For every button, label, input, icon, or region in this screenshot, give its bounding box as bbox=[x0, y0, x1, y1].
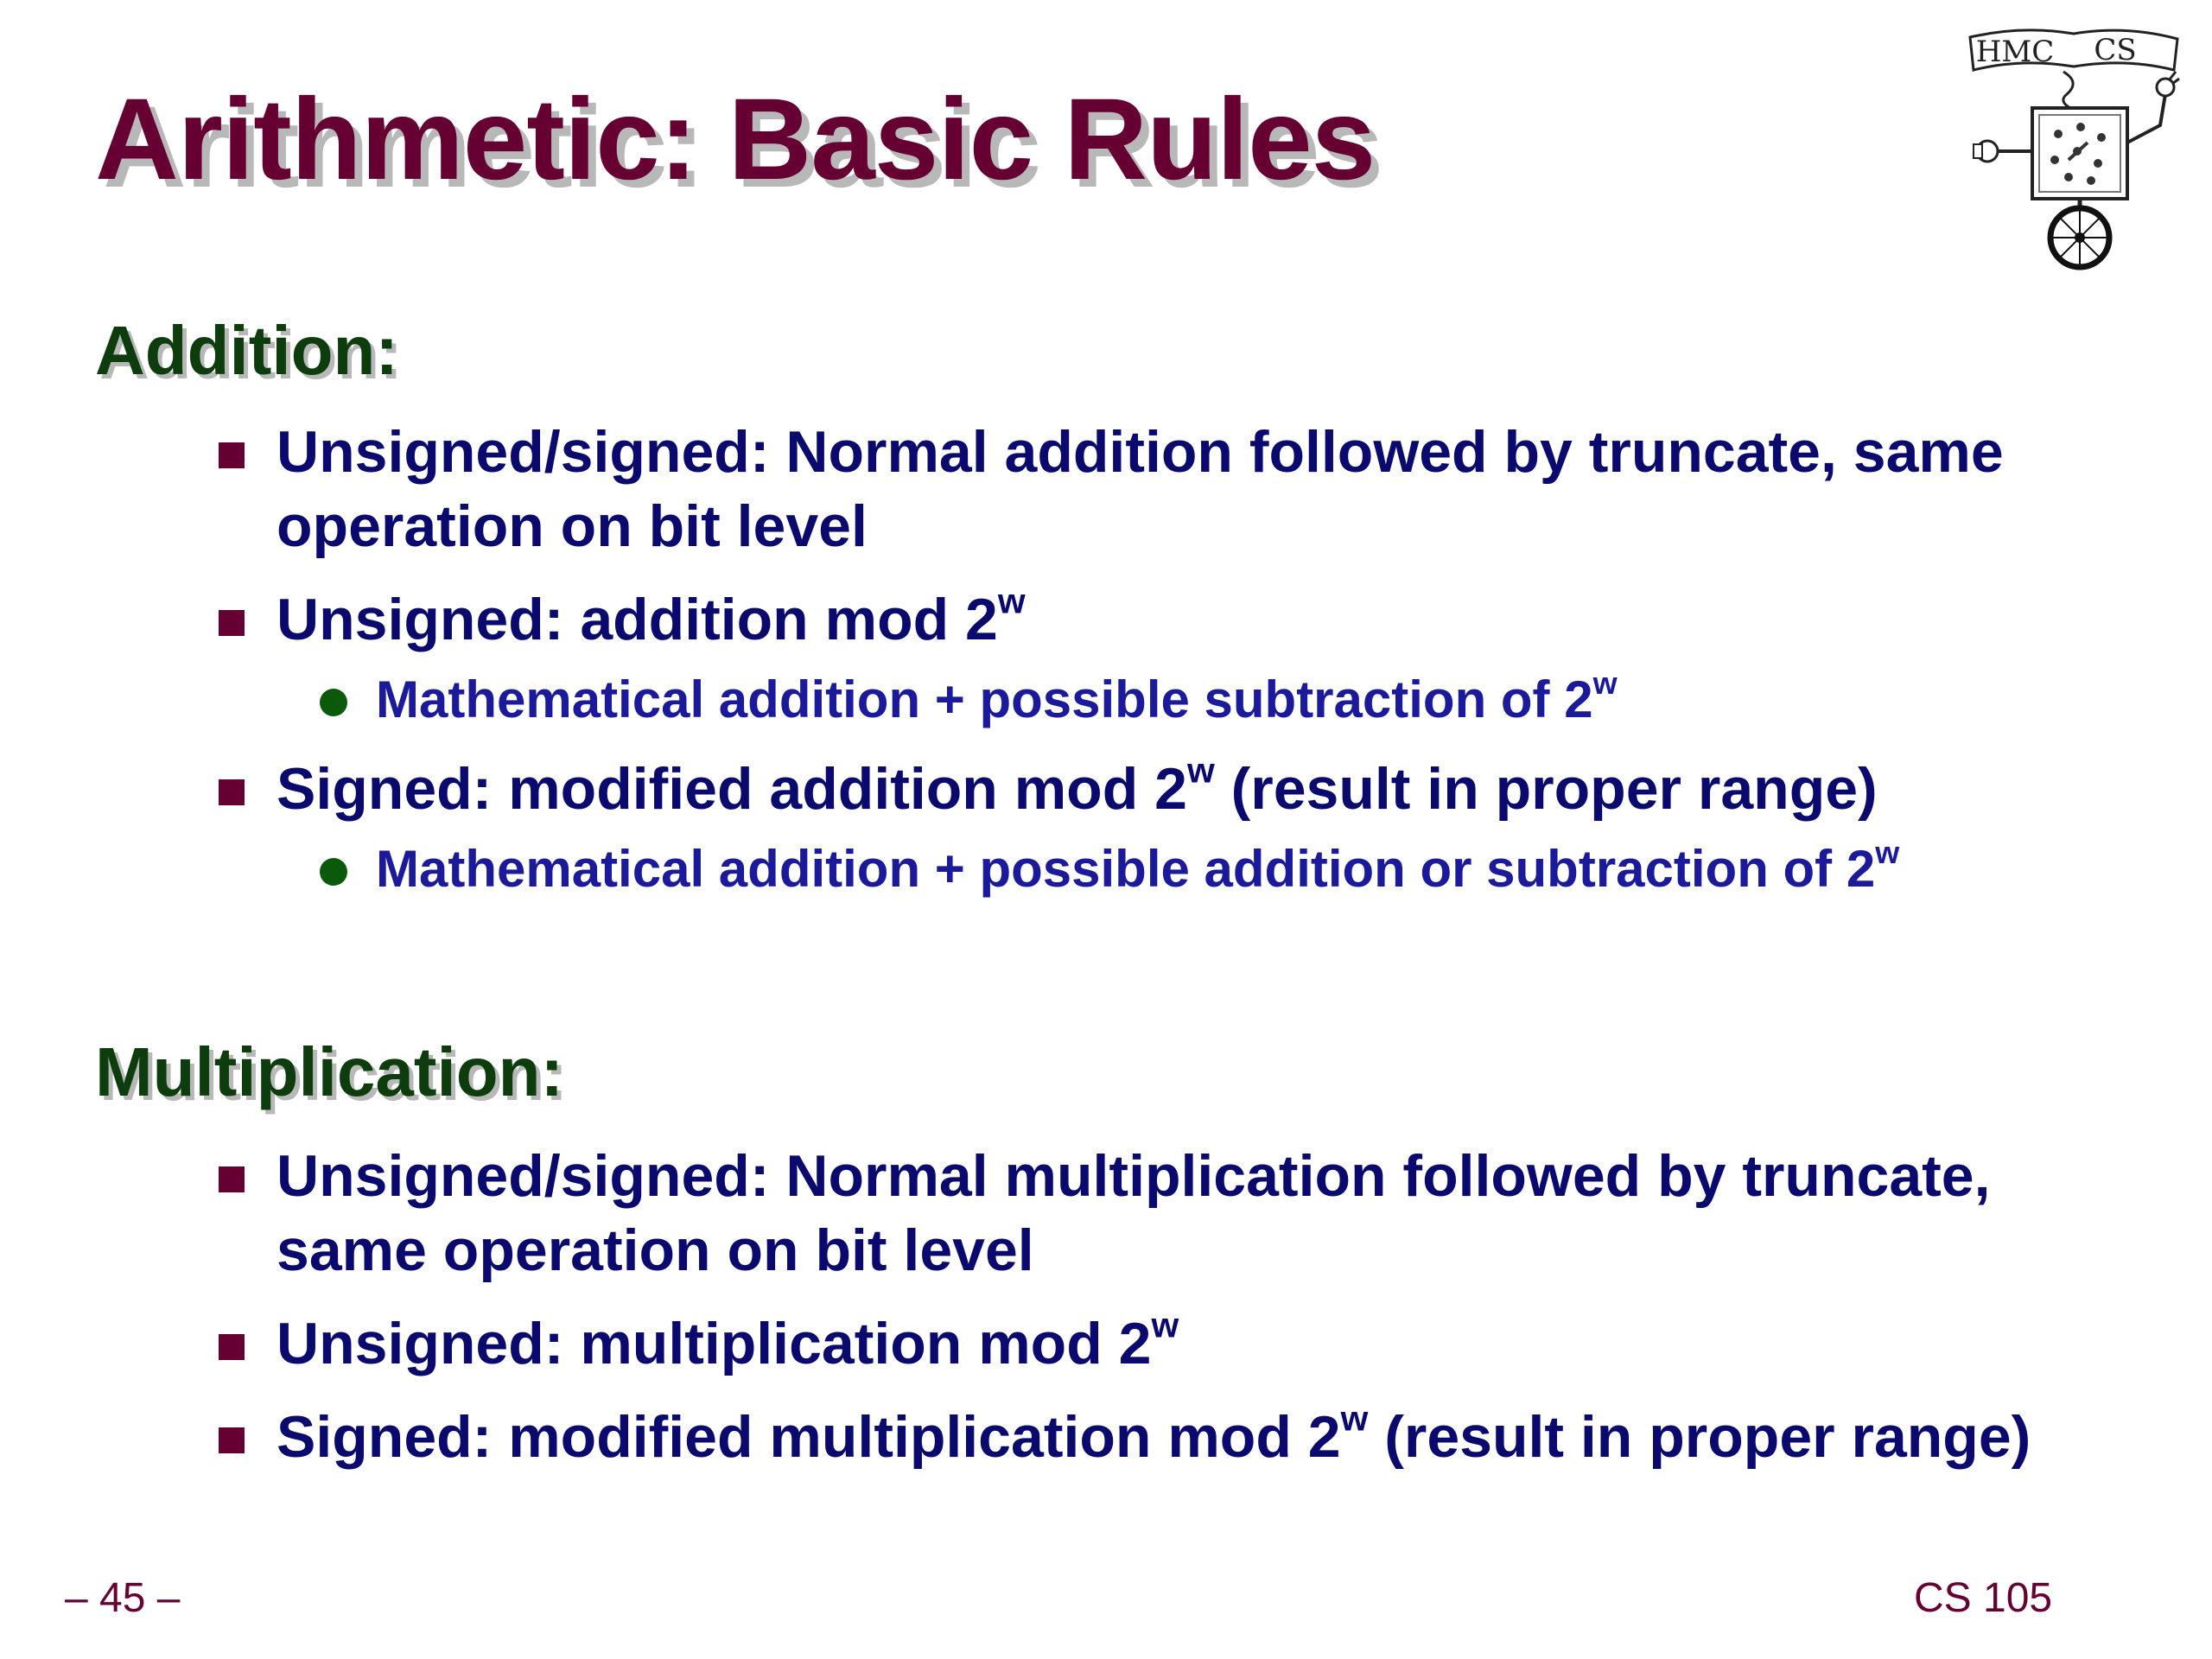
sub-list-item: Mathematical addition + possible subtraction of 2$^w$ bbox=[0, 667, 2074, 733]
sub-list-item: Mathematical addition + possible addition or subtraction of 2$^w$ bbox=[0, 836, 2074, 902]
square-bullet-icon bbox=[219, 779, 245, 805]
section-heading-addition: Addition: bbox=[95, 312, 398, 389]
hmc-cs-robot-logo bbox=[1961, 22, 2186, 272]
list-item: Unsigned/signed: Normal addition followed by truncate, same operation on bit level bbox=[0, 415, 2074, 563]
square-bullet-icon bbox=[219, 610, 245, 636]
square-bullet-icon bbox=[219, 1166, 245, 1192]
list-item: Signed: modified multiplication mod 2$^w$ (result in proper range) bbox=[0, 1400, 2074, 1474]
list-item: Unsigned/signed: Normal multiplication followed by truncate, same operation on bit level bbox=[0, 1139, 2074, 1287]
page-number: – 45 – bbox=[65, 1575, 181, 1621]
list-item: Signed: modified addition mod 2$^w$ (result in proper range) bbox=[0, 752, 2074, 826]
list-item: Unsigned: addition mod 2$^w$ bbox=[0, 582, 2074, 657]
square-bullet-icon bbox=[219, 1427, 245, 1453]
list-item: Unsigned: multiplication mod 2$^w$ bbox=[0, 1306, 2074, 1381]
addition-list bbox=[0, 415, 2074, 921]
square-bullet-icon bbox=[219, 442, 245, 468]
logo-text-cs: CS bbox=[2094, 33, 2137, 67]
logo-text-hmc: HMC bbox=[1975, 35, 2055, 69]
section-heading-multiplication: Multiplication: bbox=[95, 1033, 564, 1110]
multiplication-list bbox=[0, 1139, 2074, 1493]
square-bullet-icon bbox=[219, 1334, 245, 1360]
course-label: CS 105 bbox=[1914, 1575, 2053, 1621]
round-bullet-icon bbox=[320, 858, 347, 886]
slide-title: Arithmetic: Basic Rules bbox=[95, 75, 1376, 204]
round-bullet-icon bbox=[320, 689, 347, 716]
